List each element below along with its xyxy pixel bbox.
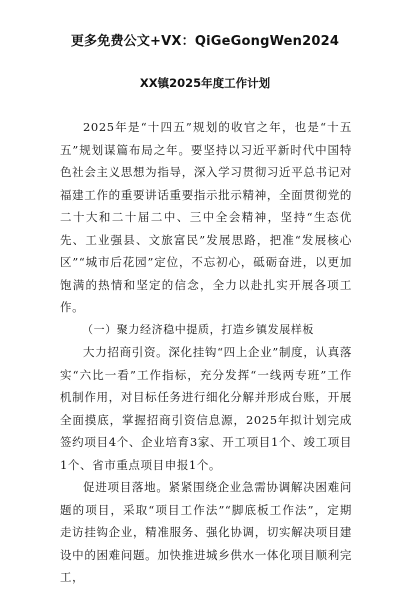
intro-paragraph: 2025年是“十四五”规划的收官之年，也是“十五五”规划谋篇布局之年。要坚持以习近平新时代中国特色社会主义思想为指导，深入学习贯彻习近平总书记对福建工作的重要讲话重要指示批示精神，全面贯彻党的二十大和二十届二中、三中全会精神，坚持“生态优先、工业强县、文旅富民”发展思路，把准“发展核心区”“城市后花园”定位，不忘初心，砥砺奋进，以更加饱满的热情和坚定的信念，全力以赴扎实开展各项工作。	[60, 120, 352, 314]
promo-header: 更多免费公文+VX：QiGeGongWen2024	[70, 34, 340, 49]
document-title: XX镇2025年度工作计划	[139, 76, 271, 90]
section-heading: （一）聚力经济稳中提质，打造乡镇发展样板	[82, 322, 314, 336]
projects-paragraph: 促进项目落地。紧紧围绕企业急需协调解决困难问题的项目，采取“项目工作法”“脚底板工作法”，定期走访挂钩企业，精准服务、强化协调，切实解决项目建设中的困难问题。加快推进城乡供水一体化项目顺利完工，	[60, 480, 352, 584]
document-body	[60, 116, 352, 589]
investment-paragraph: 大力招商引资。深化挂钩“四上企业”制度，认真落实“六比一看”工作指标，充分发挥“一线两专班”工作机制作用，对目标任务进行细化分解并形成台账，开展全面摸底，掌握招商引资信息源，2025年拟计划完成签约项目4个、企业培育3家、开工项目1个、竣工项目1个、省市重点项目申报1个。	[60, 345, 352, 472]
